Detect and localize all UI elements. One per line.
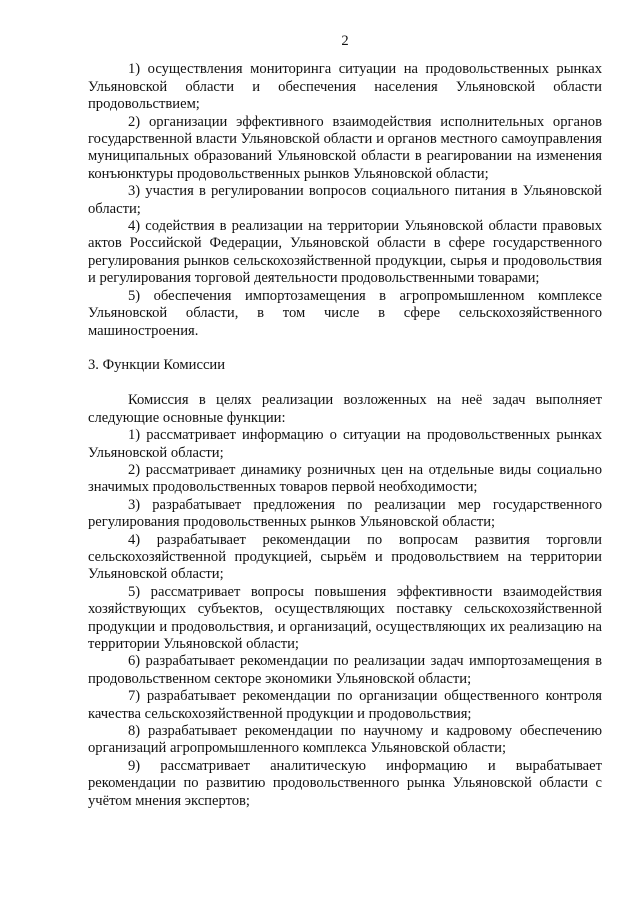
function-item-6: 6) разрабатывает рекомендации по реализации задач импортозамещения в продовольственном секторе экономики Ульяновской области; [88, 653, 602, 687]
function-item-9: 9) рассматривает аналитическую информацию и вырабатывает рекомендации по развитию продовольственного рынка Ульяновской области с учётом мнения экспертов; [88, 757, 602, 809]
page-number: 2 [341, 33, 349, 49]
functions-list [88, 427, 602, 810]
function-item-7: 7) разрабатывает рекомендации по организации общественного контроля качества сельскохозяйственной продукции и продовольствия; [88, 688, 602, 722]
task-item-3: 3) участия в регулировании вопросов социального питания в Ульяновской области; [88, 183, 602, 217]
tasks-list [88, 61, 602, 340]
function-item-8: 8) разрабатывает рекомендации по научному и кадровому обеспечению организаций агропромышленного комплекса Ульяновской области; [88, 723, 602, 757]
function-item-3: 3) разрабатывает предложения по реализации мер государственного регулирования продовольственных рынков Ульяновской области; [88, 496, 602, 531]
section-heading: 3. Функции Комиссии [88, 356, 226, 373]
task-item-5: 5) обеспечения импортозамещения в агропромышленном комплексе Ульяновской области, в том числе в сфере сельскохозяйственного машиностроения. [88, 287, 602, 339]
functions-intro: Комиссия в целях реализации возложенных на неё задач выполняет следующие основные функции: [88, 392, 602, 426]
function-item-5: 5) рассматривает вопросы повышения эффективности взаимодействия хозяйствующих субъектов, осуществляющих поставку сельскохозяйственной продукции и продовольствия, и организаций, осуществляющих их реализацию на территории Ульяновской области; [88, 583, 602, 652]
task-item-4: 4) содействия в реализации на территории Ульяновской области правовых актов Российской Федерации, Ульяновской области в сфере государственного регулирования рынков сельскохозяйственной продукции, сырья и продовольствия и регулирования торговой деятельности продовольственными товарами; [88, 218, 602, 287]
task-item-1: 1) осуществления мониторинга ситуации на продовольственных рынках Ульяновской области и обеспечения населения Ульяновской области продовольствием; [88, 61, 602, 113]
function-item-2: 2) рассматривает динамику розничных цен на отдельные виды социально значимых продовольственных товаров первой необходимости; [88, 461, 602, 496]
function-item-1: 1) рассматривает информацию о ситуации на продовольственных рынках Ульяновской области; [88, 427, 602, 461]
task-item-2: 2) организации эффективного взаимодействия исполнительных органов государственной власти Ульяновской области и органов местного самоуправления муниципальных образований Ульяновской области в реагировании на изменения конъюнктуры продовольственных рынков Ульяновской области; [88, 113, 602, 182]
function-item-4: 4) разрабатывает рекомендации по вопросам развития торговли сельскохозяйственной продукцией, сырьём и продовольствием на территории Ульяновской области; [88, 531, 602, 583]
